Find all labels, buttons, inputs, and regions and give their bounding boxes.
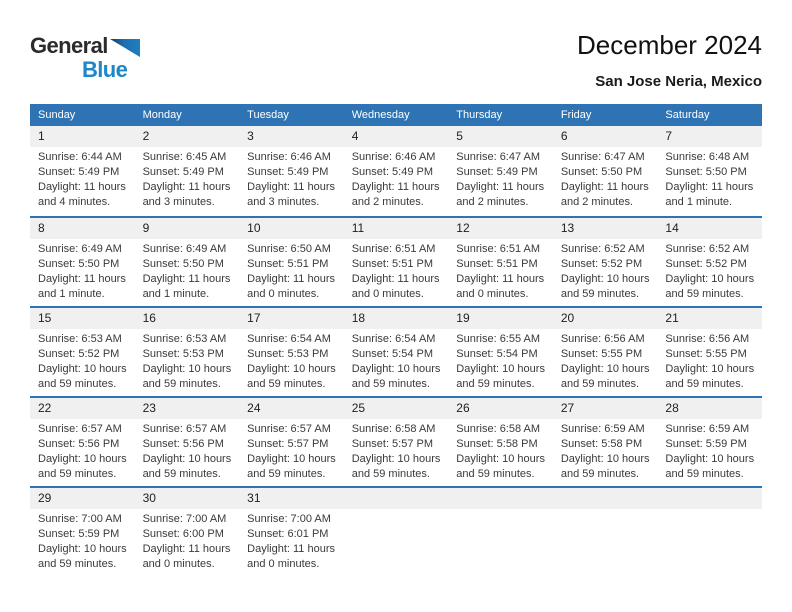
day-cell (135, 488, 240, 576)
day-details (553, 147, 658, 210)
title-block (577, 30, 762, 90)
sunset-text: Sunset: 5:51 PM (351, 258, 434, 270)
day-details (135, 329, 240, 392)
day-number: 21 (657, 308, 762, 329)
sunset-text: Sunset: 5:49 PM (456, 166, 538, 178)
day-cell (448, 218, 553, 306)
day-number: 23 (135, 398, 240, 419)
day-number: 22 (30, 398, 135, 419)
sunrise-text: Sunrise: 7:00 AM (247, 513, 331, 525)
general-blue-logo (30, 33, 140, 82)
day-cell (657, 218, 762, 306)
day-details (344, 147, 449, 210)
day-number: 27 (553, 398, 658, 419)
empty-day-cell (344, 488, 449, 576)
day-cell (448, 308, 553, 396)
sunset-text: Sunset: 5:49 PM (38, 166, 120, 178)
sunrise-text: Sunrise: 6:49 AM (142, 243, 227, 255)
day-number: 19 (448, 308, 553, 329)
daylight-line1-text: Daylight: 10 hours (560, 363, 650, 375)
sunset-text: Sunset: 5:57 PM (247, 438, 329, 450)
day-cell (553, 126, 658, 216)
day-details (553, 239, 658, 302)
sunrise-text: Sunrise: 6:47 AM (560, 151, 645, 163)
day-cell (30, 308, 135, 396)
day-details (553, 329, 658, 392)
daylight-line2-text: and 59 minutes. (560, 288, 640, 300)
day-cell (448, 398, 553, 486)
week-row (30, 396, 762, 486)
day-number: 28 (657, 398, 762, 419)
day-number (448, 488, 553, 509)
day-cell (239, 308, 344, 396)
day-cell (657, 126, 762, 216)
daylight-line1-text: Daylight: 11 hours (247, 181, 335, 193)
sunset-text: Sunset: 5:55 PM (560, 348, 643, 360)
sunrise-text: Sunrise: 6:50 AM (247, 243, 331, 255)
day-details (135, 509, 240, 572)
sunrise-text: Sunrise: 6:52 AM (665, 243, 750, 255)
weekday-label-thursday: Thursday (456, 109, 503, 121)
calendar-weeks (30, 126, 762, 576)
daylight-line2-text: and 59 minutes. (38, 378, 117, 390)
day-details (30, 147, 135, 210)
day-cell (553, 308, 658, 396)
day-number (553, 488, 658, 509)
day-number: 12 (448, 218, 553, 239)
sunrise-text: Sunrise: 6:57 AM (142, 423, 227, 435)
sunset-text: Sunset: 5:58 PM (560, 438, 643, 450)
day-number: 4 (344, 126, 449, 147)
sunset-text: Sunset: 5:50 PM (665, 166, 747, 178)
day-details (344, 419, 449, 482)
sunset-text: Sunset: 5:59 PM (665, 438, 747, 450)
daylight-line1-text: Daylight: 10 hours (247, 453, 336, 465)
daylight-line2-text: and 1 minute. (665, 196, 733, 208)
day-number: 24 (239, 398, 344, 419)
day-cell (448, 126, 553, 216)
daylight-line1-text: Daylight: 11 hours (351, 181, 440, 193)
sunrise-text: Sunrise: 6:49 AM (38, 243, 122, 255)
day-cell (135, 308, 240, 396)
day-number: 15 (30, 308, 135, 329)
day-number: 26 (448, 398, 553, 419)
day-details (448, 239, 553, 302)
day-details (657, 419, 762, 482)
sunset-text: Sunset: 5:54 PM (456, 348, 538, 360)
sunset-text: Sunset: 5:55 PM (665, 348, 747, 360)
day-number: 16 (135, 308, 240, 329)
day-details (239, 509, 344, 572)
day-number: 11 (344, 218, 449, 239)
week-row (30, 486, 762, 576)
weekday-label-saturday: Saturday (665, 109, 710, 121)
weekday-label-friday: Friday (560, 109, 592, 121)
day-number: 7 (657, 126, 762, 147)
day-number: 2 (135, 126, 240, 147)
day-details (135, 147, 240, 210)
day-details (657, 329, 762, 392)
day-number: 8 (30, 218, 135, 239)
sunrise-text: Sunrise: 6:47 AM (456, 151, 541, 163)
sunrise-text: Sunrise: 6:59 AM (665, 423, 750, 435)
day-number (344, 488, 449, 509)
day-details (30, 329, 135, 392)
sunrise-text: Sunrise: 6:54 AM (247, 333, 331, 345)
sunrise-text: Sunrise: 6:51 AM (456, 243, 541, 255)
empty-day-cell (553, 488, 658, 576)
calendar (30, 104, 762, 576)
daylight-line1-text: Daylight: 10 hours (665, 273, 755, 285)
daylight-line2-text: and 59 minutes. (560, 378, 640, 390)
day-number: 18 (344, 308, 449, 329)
day-number: 10 (239, 218, 344, 239)
logo-text-blue: Blue (82, 57, 128, 82)
day-cell (239, 488, 344, 576)
empty-day-cell (448, 488, 553, 576)
sunset-text: Sunset: 5:52 PM (560, 258, 643, 270)
day-number (657, 488, 762, 509)
sunrise-text: Sunrise: 6:52 AM (560, 243, 645, 255)
sunrise-text: Sunrise: 6:58 AM (351, 423, 436, 435)
daylight-line2-text: and 2 minutes. (456, 196, 529, 208)
sunset-text: Sunset: 5:58 PM (456, 438, 538, 450)
daylight-line2-text: and 0 minutes. (456, 288, 529, 300)
sunset-text: Sunset: 5:51 PM (247, 258, 329, 270)
day-number: 9 (135, 218, 240, 239)
sunset-text: Sunset: 5:50 PM (142, 258, 224, 270)
day-number: 17 (239, 308, 344, 329)
daylight-line1-text: Daylight: 10 hours (665, 363, 755, 375)
day-cell (135, 398, 240, 486)
daylight-line1-text: Daylight: 10 hours (456, 453, 545, 465)
sunrise-text: Sunrise: 6:56 AM (665, 333, 750, 345)
day-details (239, 239, 344, 302)
sunset-text: Sunset: 5:59 PM (38, 528, 120, 540)
sunrise-text: Sunrise: 6:56 AM (560, 333, 645, 345)
daylight-line2-text: and 59 minutes. (38, 558, 117, 570)
sunrise-text: Sunrise: 6:53 AM (142, 333, 227, 345)
day-cell (30, 488, 135, 576)
day-cell (657, 308, 762, 396)
sunset-text: Sunset: 5:49 PM (142, 166, 224, 178)
daylight-line2-text: and 0 minutes. (142, 558, 215, 570)
sunrise-text: Sunrise: 6:59 AM (560, 423, 645, 435)
sunset-text: Sunset: 5:52 PM (38, 348, 120, 360)
sunset-text: Sunset: 6:01 PM (247, 528, 329, 540)
day-details (657, 147, 762, 210)
sunset-text: Sunset: 5:49 PM (351, 166, 434, 178)
daylight-line1-text: Daylight: 10 hours (142, 363, 232, 375)
day-cell (344, 308, 449, 396)
day-cell (239, 126, 344, 216)
day-cell (239, 218, 344, 306)
week-row (30, 306, 762, 396)
sunset-text: Sunset: 5:53 PM (142, 348, 224, 360)
daylight-line1-text: Daylight: 11 hours (456, 273, 545, 285)
day-details (553, 419, 658, 482)
page-subtitle: San Jose Neria, Mexico (595, 73, 762, 90)
daylight-line1-text: Daylight: 10 hours (560, 453, 650, 465)
daylight-line2-text: and 59 minutes. (665, 288, 744, 300)
daylight-line1-text: Daylight: 10 hours (247, 363, 336, 375)
sunset-text: Sunset: 6:00 PM (142, 528, 224, 540)
sunset-text: Sunset: 5:56 PM (38, 438, 120, 450)
day-details (448, 419, 553, 482)
day-number: 30 (135, 488, 240, 509)
day-details (239, 419, 344, 482)
week-row (30, 126, 762, 216)
day-cell (30, 398, 135, 486)
day-cell (553, 218, 658, 306)
day-details (135, 239, 240, 302)
daylight-line2-text: and 59 minutes. (456, 378, 535, 390)
daylight-line2-text: and 59 minutes. (247, 468, 326, 480)
sunrise-text: Sunrise: 6:45 AM (142, 151, 227, 163)
day-number: 25 (344, 398, 449, 419)
daylight-line1-text: Daylight: 10 hours (351, 453, 441, 465)
daylight-line2-text: and 59 minutes. (351, 468, 430, 480)
daylight-line2-text: and 3 minutes. (247, 196, 320, 208)
day-details (30, 419, 135, 482)
daylight-line1-text: Daylight: 11 hours (351, 273, 440, 285)
daylight-line1-text: Daylight: 11 hours (38, 181, 126, 193)
weekday-label-tuesday: Tuesday (247, 109, 289, 121)
daylight-line2-text: and 59 minutes. (38, 468, 117, 480)
week-row (30, 216, 762, 306)
daylight-line2-text: and 3 minutes. (142, 196, 215, 208)
daylight-line1-text: Daylight: 11 hours (142, 181, 231, 193)
weekday-label-sunday: Sunday (38, 109, 76, 121)
sunrise-text: Sunrise: 6:58 AM (456, 423, 541, 435)
daylight-line1-text: Daylight: 10 hours (456, 363, 545, 375)
page-title: December 2024 (577, 30, 762, 60)
day-cell (344, 126, 449, 216)
sunrise-text: Sunrise: 6:44 AM (38, 151, 122, 163)
daylight-line1-text: Daylight: 11 hours (456, 181, 545, 193)
sunrise-text: Sunrise: 6:57 AM (38, 423, 122, 435)
sunrise-text: Sunrise: 6:53 AM (38, 333, 122, 345)
sunrise-text: Sunrise: 6:46 AM (247, 151, 331, 163)
weekday-header-row (30, 104, 762, 126)
day-details (239, 329, 344, 392)
day-cell (135, 126, 240, 216)
sunset-text: Sunset: 5:57 PM (351, 438, 434, 450)
daylight-line1-text: Daylight: 10 hours (142, 453, 232, 465)
daylight-line2-text: and 59 minutes. (247, 378, 326, 390)
daylight-line1-text: Daylight: 10 hours (351, 363, 441, 375)
day-number: 6 (553, 126, 658, 147)
weekday-label-wednesday: Wednesday (351, 109, 410, 121)
daylight-line1-text: Daylight: 11 hours (560, 181, 649, 193)
day-number: 13 (553, 218, 658, 239)
daylight-line2-text: and 0 minutes. (351, 288, 424, 300)
day-details (30, 509, 135, 572)
daylight-line1-text: Daylight: 11 hours (247, 273, 335, 285)
sunrise-text: Sunrise: 6:55 AM (456, 333, 541, 345)
daylight-line2-text: and 4 minutes. (38, 196, 111, 208)
day-number: 29 (30, 488, 135, 509)
daylight-line1-text: Daylight: 10 hours (38, 363, 127, 375)
sunrise-text: Sunrise: 6:57 AM (247, 423, 331, 435)
sunrise-text: Sunrise: 6:51 AM (351, 243, 436, 255)
day-number: 1 (30, 126, 135, 147)
day-cell (135, 218, 240, 306)
sunrise-text: Sunrise: 7:00 AM (142, 513, 227, 525)
day-cell (553, 398, 658, 486)
day-details (448, 329, 553, 392)
sunrise-text: Sunrise: 7:00 AM (38, 513, 122, 525)
sunset-text: Sunset: 5:50 PM (560, 166, 643, 178)
daylight-line2-text: and 59 minutes. (560, 468, 640, 480)
daylight-line2-text: and 59 minutes. (351, 378, 430, 390)
daylight-line2-text: and 59 minutes. (665, 468, 744, 480)
daylight-line2-text: and 59 minutes. (142, 468, 221, 480)
daylight-line1-text: Daylight: 10 hours (560, 273, 650, 285)
daylight-line2-text: and 2 minutes. (351, 196, 424, 208)
sunset-text: Sunset: 5:52 PM (665, 258, 747, 270)
daylight-line2-text: and 59 minutes. (456, 468, 535, 480)
day-details (657, 239, 762, 302)
sunset-text: Sunset: 5:54 PM (351, 348, 434, 360)
daylight-line1-text: Daylight: 11 hours (247, 543, 335, 555)
day-number: 5 (448, 126, 553, 147)
day-number: 31 (239, 488, 344, 509)
day-number: 20 (553, 308, 658, 329)
sunrise-text: Sunrise: 6:46 AM (351, 151, 436, 163)
daylight-line1-text: Daylight: 11 hours (38, 273, 126, 285)
sunrise-text: Sunrise: 6:54 AM (351, 333, 436, 345)
daylight-line2-text: and 0 minutes. (247, 558, 320, 570)
day-details (344, 329, 449, 392)
day-cell (30, 218, 135, 306)
daylight-line2-text: and 0 minutes. (247, 288, 320, 300)
day-details (448, 147, 553, 210)
day-details (30, 239, 135, 302)
day-number: 3 (239, 126, 344, 147)
day-number: 14 (657, 218, 762, 239)
day-cell (344, 398, 449, 486)
daylight-line2-text: and 59 minutes. (665, 378, 744, 390)
daylight-line2-text: and 2 minutes. (560, 196, 633, 208)
day-cell (657, 398, 762, 486)
sunset-text: Sunset: 5:51 PM (456, 258, 538, 270)
daylight-line1-text: Daylight: 11 hours (142, 273, 231, 285)
weekday-label-monday: Monday (142, 109, 182, 121)
daylight-line1-text: Daylight: 10 hours (38, 453, 127, 465)
sunset-text: Sunset: 5:56 PM (142, 438, 224, 450)
sunset-text: Sunset: 5:53 PM (247, 348, 329, 360)
daylight-line2-text: and 1 minute. (38, 288, 105, 300)
day-cell (30, 126, 135, 216)
day-cell (239, 398, 344, 486)
day-cell (344, 218, 449, 306)
empty-day-cell (657, 488, 762, 576)
day-details (135, 419, 240, 482)
day-details (239, 147, 344, 210)
daylight-line2-text: and 59 minutes. (142, 378, 221, 390)
sunset-text: Sunset: 5:49 PM (247, 166, 329, 178)
daylight-line1-text: Daylight: 11 hours (665, 181, 754, 193)
daylight-line1-text: Daylight: 10 hours (665, 453, 755, 465)
daylight-line2-text: and 1 minute. (142, 288, 210, 300)
sunrise-text: Sunrise: 6:48 AM (665, 151, 750, 163)
logo-text-general: General (30, 33, 108, 58)
day-details (344, 239, 449, 302)
sunset-text: Sunset: 5:50 PM (38, 258, 120, 270)
daylight-line1-text: Daylight: 11 hours (142, 543, 231, 555)
daylight-line1-text: Daylight: 10 hours (38, 543, 127, 555)
